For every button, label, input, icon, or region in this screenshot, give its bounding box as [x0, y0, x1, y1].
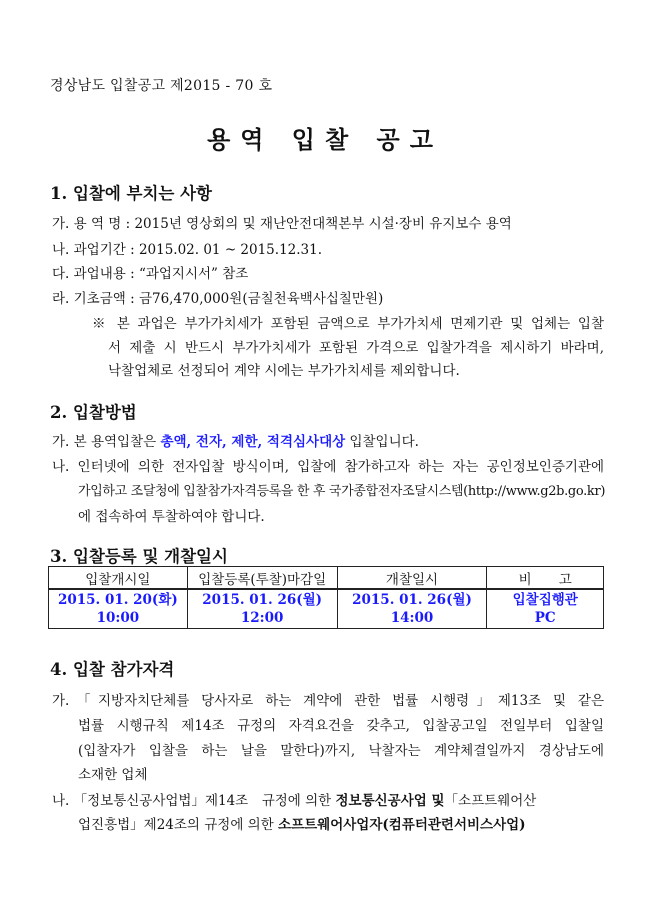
- s1-item-a-value: 2015년 영상회의 및 재난안전대책본부 시설·장비 유지보수 용역: [134, 216, 512, 232]
- s4-item-b-line-2: [78, 813, 526, 833]
- s1-item-a: [52, 212, 512, 232]
- schedule-row: [49, 589, 604, 629]
- schedule-header-row: [49, 567, 604, 590]
- s1-item-d: [52, 287, 383, 307]
- cell-bid-deadline-date: 2015. 01. 26(월): [202, 592, 323, 608]
- section-2-heading: 2. 입찰방법: [50, 403, 137, 422]
- s2-item-a-prefix: 가. 본 용역입찰은: [52, 434, 161, 450]
- s4-item-b-line-1-suffix: 「소프트웨어산: [444, 793, 537, 809]
- cell-bid-start: [49, 589, 188, 629]
- col-remarks: 비 고: [487, 567, 604, 590]
- s1-note-line-3: 낙찰업체로 선정되어 계약 시에는 부가가치세를 제외합니다.: [108, 363, 460, 379]
- section-4-heading: 4. 입찰 참가자격: [50, 660, 175, 679]
- cell-opening: [337, 589, 487, 629]
- s1-item-c: [52, 262, 248, 282]
- s1-item-a-label: 가. 용 역 명 :: [52, 216, 131, 232]
- s1-item-d-value: 금76,470,000원(금칠천육백사십칠만원): [138, 291, 384, 307]
- s1-item-d-label: 라. 기초금액 :: [52, 291, 135, 307]
- s2-item-b-line-2: 가입하고 조달청에 입찰참가자격등록을 한 후 국가종합전자조달시스템(http://www.g2b.go.kr): [78, 484, 606, 499]
- s1-note-line-1: ※ 본 과업은 부가가치세가 포함된 금액으로 부가가치세 면제기관 및 업체는 입찰: [92, 316, 604, 332]
- cell-opening-date: 2015. 01. 26(월): [352, 592, 472, 608]
- s4-item-b-line-1-prefix: 나. 「정보통신공사업법」제14조 규정에 의한: [52, 793, 336, 809]
- s4-item-b-line-2-bold: 소프트웨어사업자(컴퓨터관련서비스사업): [278, 817, 526, 833]
- col-bid-deadline: 입찰등록(투찰)마감일: [187, 567, 337, 590]
- cell-remarks: [487, 589, 604, 629]
- cell-bid-start-time: 10:00: [96, 610, 140, 626]
- s2-item-a-highlight: 총액, 전자, 제한, 적격심사대상: [160, 434, 346, 450]
- s2-item-a-suffix: 입찰입니다.: [345, 434, 419, 450]
- cell-bid-deadline: [187, 589, 337, 629]
- cell-remarks-line-2: PC: [534, 610, 556, 626]
- document-title: 용역 입찰 공고: [207, 125, 443, 154]
- section-3-heading: 3. 입찰등록 및 개찰일시: [50, 547, 228, 566]
- cell-remarks-line-1: 입찰집행관: [512, 592, 578, 608]
- s1-item-b: [52, 238, 322, 258]
- schedule-table: [48, 566, 604, 629]
- s1-item-c-value: “과업지시서” 참조: [138, 266, 249, 282]
- s4-item-a-line-3: (입찰자가 입찰을 하는 날을 말한다)까지, 낙찰자는 계약체결일까지 경상남도에: [78, 743, 604, 759]
- s2-item-b-line-3: 에 접속하여 투찰하여야 합니다.: [78, 509, 265, 525]
- s4-item-b-line-1: [52, 789, 536, 809]
- s4-item-b-line-2-prefix: 업진흥법」제24조의 규정에 의한: [78, 817, 279, 833]
- col-bid-start: 입찰개시일: [49, 567, 188, 590]
- s4-item-a-line-1: 가.「지방자치단체를 당사자로 하는 계약에 관한 법률 시행령」제13조 및 같은: [52, 693, 604, 709]
- s4-item-a-line-4: 소재한 업체: [78, 767, 148, 783]
- s4-item-a-line-2: 법률 시행규칙 제14조 규정의 자격요건을 갖추고, 입찰공고일 전일부터 입찰일: [78, 718, 604, 734]
- s2-item-b-line-1: 나. 인터넷에 의한 전자입찰 방식이며, 입찰에 참가하고자 하는 자는 공인정보인증기관에: [52, 459, 604, 475]
- s1-note-line-2: 서 제출 시 반드시 부가가치세가 포함된 가격으로 입찰가격을 제시하기 바라며,: [108, 340, 604, 356]
- s2-item-a: [52, 430, 419, 450]
- cell-bid-deadline-time: 12:00: [240, 610, 284, 626]
- col-opening: 개찰일시: [337, 567, 487, 590]
- s1-item-c-label: 다. 과업내용 :: [52, 266, 135, 282]
- notice-number: 경상남도 입찰공고 제2015 - 70 호: [50, 78, 273, 94]
- cell-bid-start-date: 2015. 01. 20(화): [57, 592, 178, 608]
- s4-item-b-line-1-bold: 정보통신공사업 및: [335, 793, 445, 809]
- section-1-heading: 1. 입찰에 부치는 사항: [50, 184, 212, 203]
- s1-item-b-label: 나. 과업기간 :: [52, 242, 135, 258]
- cell-opening-time: 14:00: [390, 610, 434, 626]
- s1-item-b-value: 2015.02. 01 ~ 2015.12.31.: [138, 242, 323, 258]
